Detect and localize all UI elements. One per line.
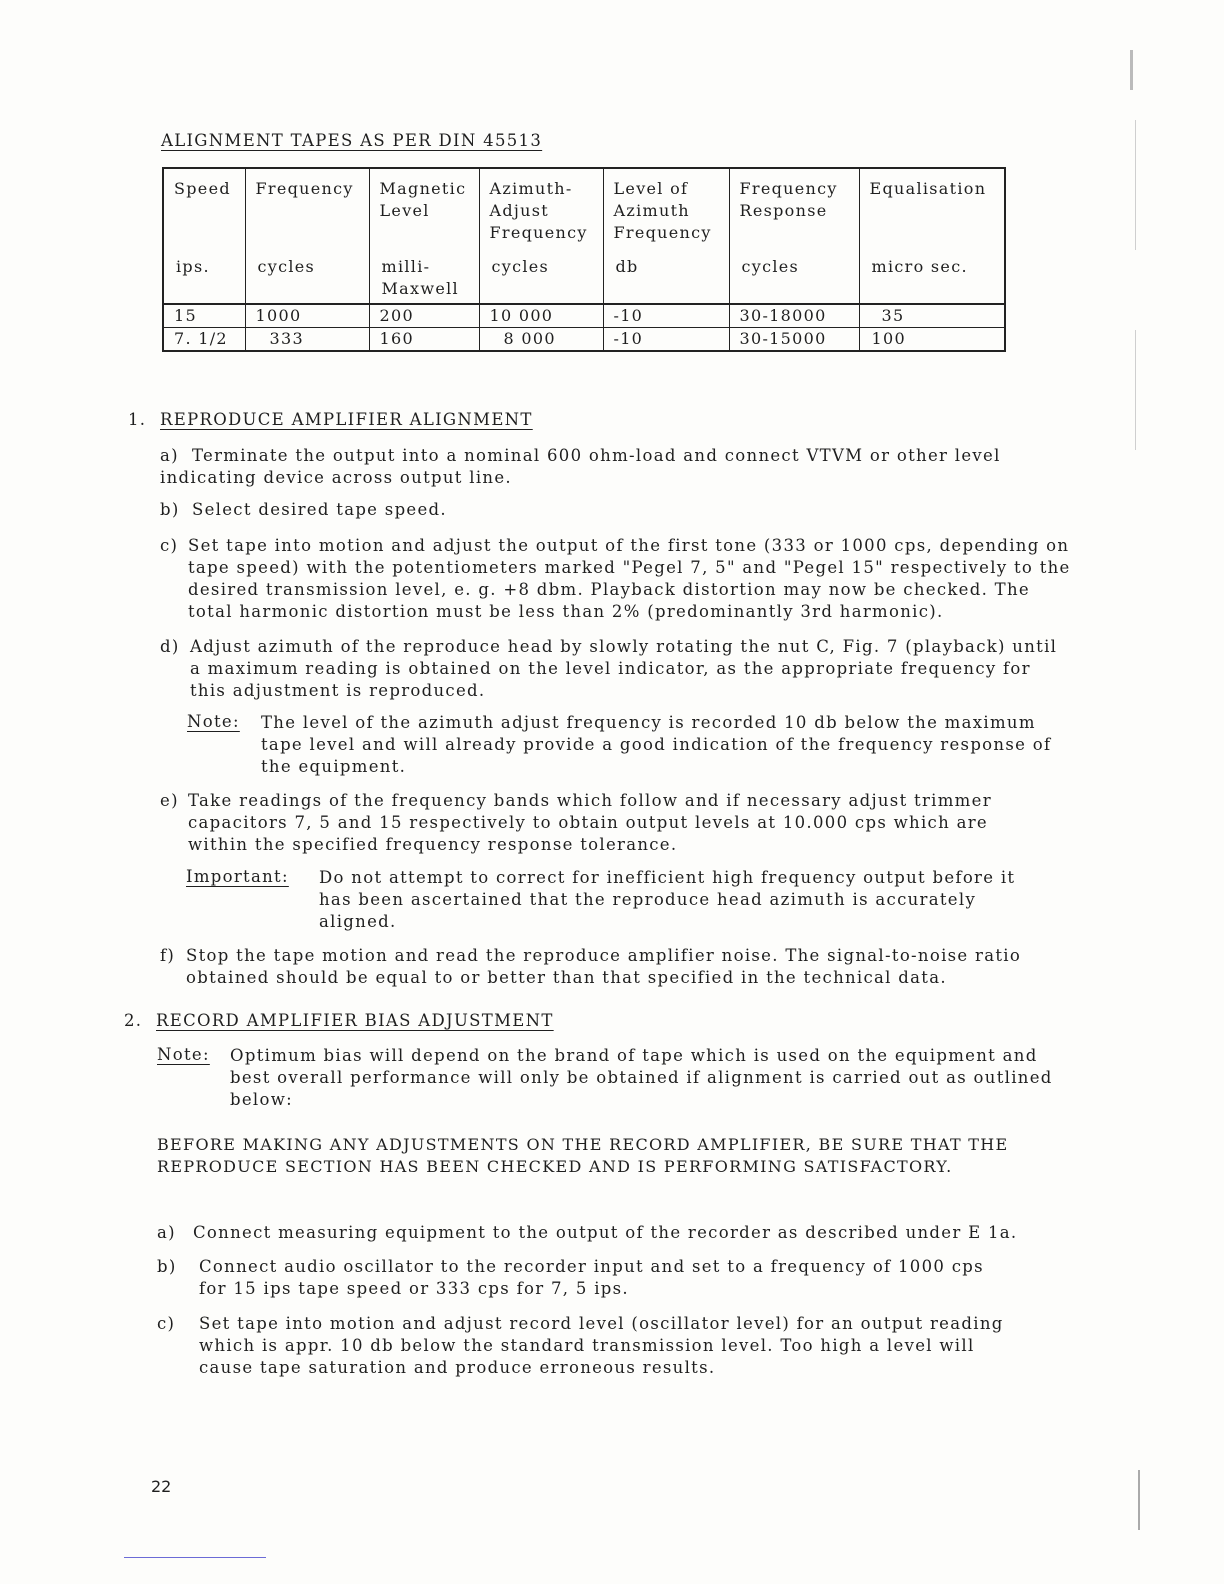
- table-cell: 7. 1/2: [163, 328, 245, 352]
- item-marker: f): [160, 946, 176, 965]
- item-text: Take readings of the frequency bands which follow and if necessary adjust trimmer capacitors 7, 5 and 15 respectively to obtain output levels at 10.000 cps which are within the specified frequency response tolerance.: [188, 791, 992, 854]
- table-cell: 333: [245, 328, 369, 352]
- section-2-note-label: Note:: [157, 1045, 210, 1064]
- section-1-title: REPRODUCE AMPLIFIER ALIGNMENT: [160, 410, 533, 429]
- table-cell: 30-18000: [729, 304, 859, 328]
- header-equalisation: Equalisation micro sec.: [859, 168, 1005, 304]
- table-cell: 8 000: [479, 328, 603, 352]
- scan-edge-mark: [1130, 50, 1133, 90]
- item-text: Adjust azimuth of the reproduce head by slowly rotating the nut C, Fig. 7 (playback) until a maximum reading is obtained on the level indicator, as the appropriate frequency for this adjustment is reproduced.: [190, 637, 1058, 700]
- item-marker: d): [160, 637, 180, 656]
- item-text: Set tape into motion and adjust record level (oscillator level) for an output reading which is appr. 10 db below the standard transmission level. Too high a level will cause tape saturation and produce erroneous results.: [199, 1314, 1004, 1377]
- item-marker: a): [157, 1223, 176, 1242]
- header-speed: Speed ips.: [163, 168, 245, 304]
- header-magnetic-level: Magnetic Level milli- Maxwell: [369, 168, 479, 304]
- scan-edge-mark: [1135, 330, 1136, 450]
- header-frequency: Frequency cycles: [245, 168, 369, 304]
- table-cell: -10: [603, 328, 729, 352]
- page-number: 22: [151, 1477, 172, 1496]
- item-marker: e): [160, 791, 179, 810]
- item-marker: b): [160, 500, 180, 519]
- section-1-item-f: [160, 945, 1060, 989]
- section-1-note-text: The level of the azimuth adjust frequency is recorded 10 db below the maximum tape level and will already provide a good indication of the frequency response of the equipment.: [261, 713, 1052, 776]
- table-cell: 100: [859, 328, 1005, 352]
- header-frequency-response: Frequency Response cycles: [729, 168, 859, 304]
- item-marker: b): [157, 1257, 177, 1276]
- table-cell: 15: [163, 304, 245, 328]
- section-1-important-text: Do not attempt to correct for inefficient high frequency output before it has been ascertained that the reproduce head azimuth is accurately aligned.: [319, 868, 1016, 931]
- section-2-number: 2.: [124, 1011, 143, 1030]
- table-cell: 200: [369, 304, 479, 328]
- item-marker: c): [160, 536, 179, 555]
- table-cell: 160: [369, 328, 479, 352]
- item-marker: a): [160, 446, 179, 465]
- section-2-item-b: [157, 1256, 1017, 1300]
- item-text: Set tape into motion and adjust the output of the first tone (333 or 1000 cps, depending on tape speed) with the potentiometers marked "Pegel 7, 5" and "Pegel 15" respectively to the desired transmission level, e. g. +8 dbm. Playback distortion may now be checked. The total harmonic distortion must be less than 2% (predominantly 3rd harmonic).: [188, 536, 1071, 621]
- scan-edge-mark: [1135, 120, 1136, 250]
- item-text: Connect audio oscillator to the recorder input and set to a frequency of 1000 cps for 15 ips tape speed or 333 cps for 7, 5 ips.: [199, 1257, 984, 1298]
- section-1-important-label: Important:: [186, 867, 289, 886]
- item-marker: c): [157, 1314, 176, 1333]
- section-2-warning: BEFORE MAKING ANY ADJUSTMENTS ON THE RECORD AMPLIFIER, BE SURE THAT THE REPRODUCE SECTION HAS BEEN CHECKED AND IS PERFORMING SATISFACTORY.: [157, 1135, 1009, 1176]
- table-header-row: [163, 168, 1005, 304]
- table-cell: 1000: [245, 304, 369, 328]
- section-1-note-label: Note:: [187, 712, 240, 731]
- section-2-item-c: [157, 1313, 1027, 1379]
- table-cell: 30-15000: [729, 328, 859, 352]
- table-cell: 35: [859, 304, 1005, 328]
- table-cell: 10 000: [479, 304, 603, 328]
- item-text: Connect measuring equipment to the output of the recorder as described under E 1a.: [193, 1223, 1018, 1242]
- section-1-item-a: [160, 445, 1040, 489]
- scan-edge-mark: [1138, 1470, 1140, 1530]
- section-2-item-a: [157, 1222, 1057, 1244]
- header-level-of-azimuth-frequency: Level of Azimuth Frequency db: [603, 168, 729, 304]
- item-text: Terminate the output into a nominal 600 ohm-load and connect VTVM or other level indicating device across output line.: [160, 446, 1001, 487]
- item-text: Select desired tape speed.: [192, 500, 447, 519]
- section-1-item-d: [160, 636, 1072, 702]
- alignment-tapes-table: [162, 167, 1006, 352]
- table-row: [163, 304, 1005, 328]
- section-1-item-c: [160, 535, 1080, 623]
- header-azimuth-adjust-frequency: Azimuth- Adjust Frequency cycles: [479, 168, 603, 304]
- item-text: Stop the tape motion and read the reproduce amplifier noise. The signal-to-noise ratio obtained should be equal to or better than that specified in the technical data.: [186, 946, 1022, 987]
- table-title: ALIGNMENT TAPES AS PER DIN 45513: [161, 131, 543, 150]
- section-1-item-e: [160, 790, 1030, 856]
- section-1-item-b: [160, 499, 1040, 521]
- section-2-note-text: Optimum bias will depend on the brand of tape which is used on the equipment and best overall performance will only be obtained if alignment is carried out as outlined below:: [230, 1046, 1053, 1109]
- table-row: [163, 328, 1005, 352]
- section-2-title: RECORD AMPLIFIER BIAS ADJUSTMENT: [156, 1011, 554, 1030]
- section-1-number: 1.: [128, 410, 147, 429]
- table-cell: -10: [603, 304, 729, 328]
- scan-blue-line: [124, 1557, 266, 1558]
